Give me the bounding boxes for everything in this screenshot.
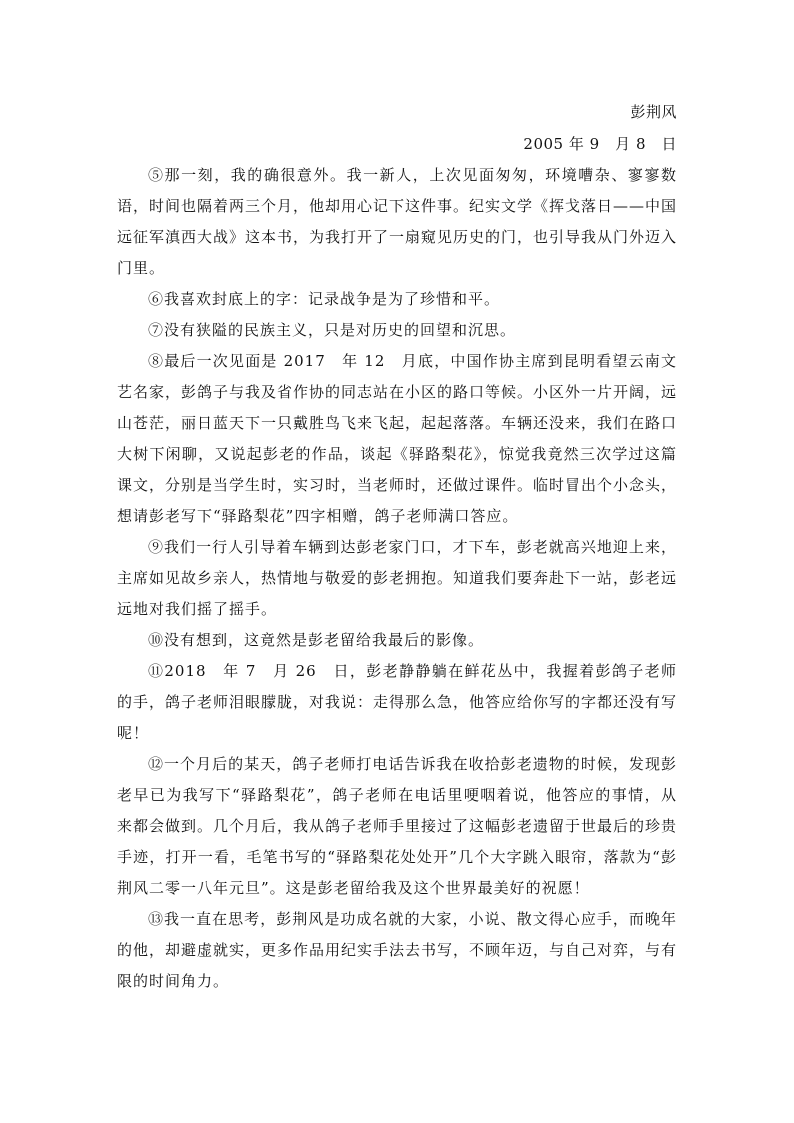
author-signature: 彭荆风 bbox=[630, 103, 677, 121]
paragraph-6: ⑥我喜欢封底上的字：记录战争是为了珍惜和平。 bbox=[148, 290, 501, 308]
paragraph-7: ⑦没有狭隘的民族主义，只是对历史的回望和沉思。 bbox=[148, 321, 517, 339]
paragraph-11: ⑪2018 年 7 月 26 日，彭老静静躺在鲜花丛中，我握着彭鸽子老师的手，鸽子老师泪眼朦胧，对我说：走得那么急，他答应给你写的字都还没有写呢！ bbox=[117, 662, 678, 742]
document-page bbox=[117, 96, 677, 997]
paragraph-5: ⑤那一刻，我的确很意外。我一新人，上次见面匆匆，环境嘈杂、寥寥数语，时间也隔着两三个月，他却用心记下这件事。纪实文学《挥戈落日——中国远征军滇西大战》这本书，为我打开了一扇窥见历史的门，也引导我从门外迈入门里。 bbox=[117, 166, 678, 277]
paragraph-12: ⑫一个月后的某天，鸽子老师打电话告诉我在收拾彭老遗物的时候，发现彭老早已为我写下“驿路梨花”，鸽子老师在电话里哽咽着说，他答应的事情，从来都会做到。几个月后，我从鸽子老师手里接过了这幅彭老遗留于世最后的珍贵手迹，打开一看，毛笔书写的“驿路梨花处处开”几个大字跳入眼帘，落款为“彭荆风二零一八年元旦”。这是彭老留给我及这个世界最美好的祝愿！ bbox=[117, 755, 678, 897]
paragraph-8: ⑧最后一次见面是 2017 年 12 月底，中国作协主席到昆明看望云南文艺名家，彭鸽子与我及省作协的同志站在小区的路口等候。小区外一片开阔，远山苍茫，丽日蓝天下一只戴胜鸟飞来飞起，起起落落。车辆还没来，我们在路口大树下闲聊，又说起彭老的作品，谈起《驿路梨花》，惊觉我竟然三次学过这篇课文，分别是当学生时，实习时，当老师时，还做过课件。临时冒出个小念头，想请彭老写下“驿路梨花”四字相赠，鸽子老师满口答应。 bbox=[117, 352, 678, 525]
paragraph-10: ⑩没有想到，这竟然是彭老留给我最后的影像。 bbox=[148, 631, 485, 649]
paragraph-13: ⑬我一直在思考，彭荆风是功成名就的大家，小说、散文得心应手，而晚年的他，却避虚就实，更多作品用纪实手法去书写，不顾年迈，与自己对弈，与有限的时间角力。 bbox=[117, 910, 678, 990]
paragraph-9: ⑨我们一行人引导着车辆到达彭老家门口，才下车，彭老就高兴地迎上来，主席如见故乡亲人，热情地与敬爱的彭老拥抱。知道我们要奔赴下一站，彭老远远地对我们摇了摇手。 bbox=[117, 538, 678, 618]
signature-date: 2005 年 9 月 8 日 bbox=[523, 135, 677, 153]
